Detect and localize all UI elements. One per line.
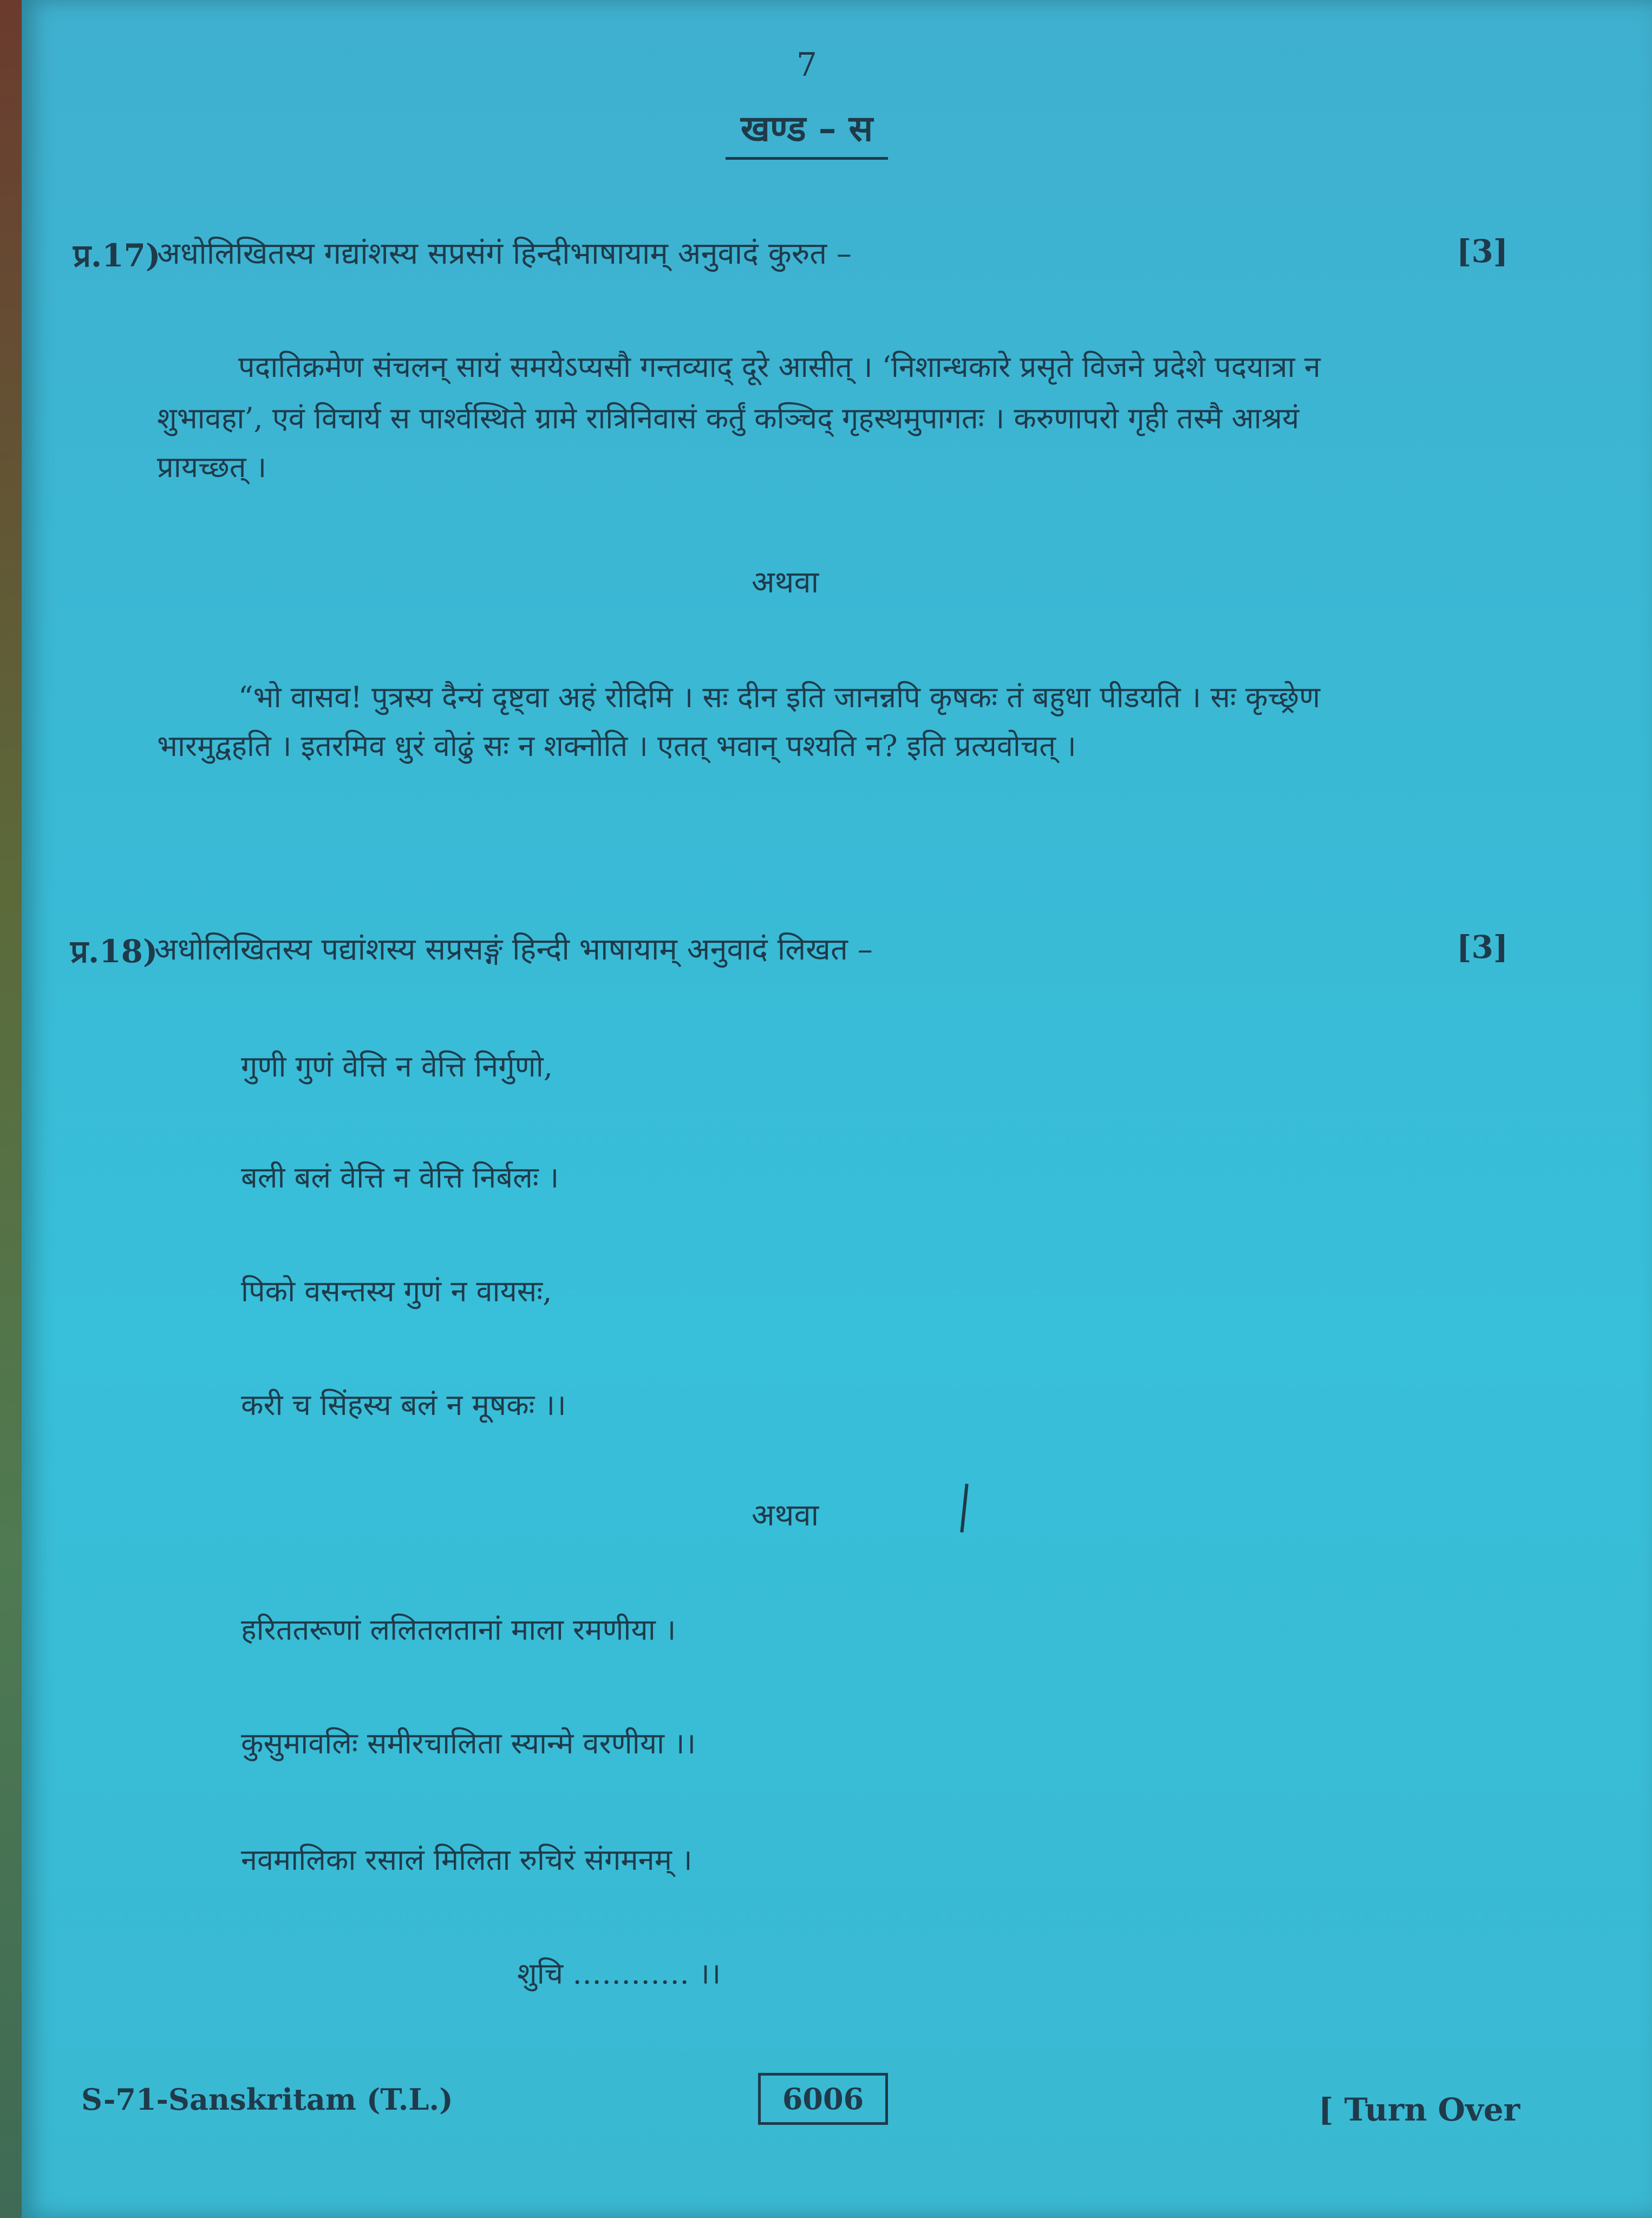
paper-number-box: 6006: [758, 2073, 888, 2125]
question-17-alt-line-2: भारमुद्वहति । इतरमिव धुरं वोढुं सः न शक्नोति । एतत् भवान् पश्यति न? इति प्रत्यवोचत् ।: [157, 729, 1076, 763]
verse-line: बली बलं वेत्ति न वेत्ति निर्बलः ।: [241, 1160, 559, 1195]
page-number: 7: [796, 46, 818, 84]
turn-over-label: [ Turn Over: [1318, 2091, 1520, 2128]
question-17-or-label: अथवा: [751, 565, 819, 600]
alt-verse-line: कुसुमावलिः समीरचालिता स्यान्मे वरणीया ।।: [241, 1726, 696, 1760]
question-17-number: प्र.17): [73, 237, 161, 274]
question-18-instruction: अधोलिखितस्य पद्यांशस्य सप्रसङ्गं हिन्दी भाषायाम् अनुवादं लिखत –: [154, 932, 873, 967]
alt-verse-line: शुचि ………… ।।: [517, 1956, 721, 1991]
section-title: खण्ड – स: [726, 103, 888, 160]
question-17-instruction: अधोलिखितस्य गद्यांशस्य सप्रसंगं हिन्दीभाषायाम् अनुवादं कुरुत –: [157, 236, 852, 271]
question-18-marks: [3]: [1457, 929, 1509, 966]
paper-code: S-71-Sanskritam (T.L.): [81, 2082, 453, 2117]
verse-line: करी च सिंहस्य बलं न मूषकः ।।: [241, 1388, 566, 1422]
question-17-passage-line-1: पदातिक्रमेण संचलन् सायं समयेऽप्यसौ गन्तव्याद् दूरे आसीत् । ‘निशान्धकारे प्रसृते विजने प्रदेशे पदयात्रा न: [238, 350, 1321, 384]
verse-line: पिको वसन्तस्य गुणं न वायसः,: [241, 1274, 552, 1308]
alt-verse-line: हरिततरूणां ललितलतानां माला रमणीया ।: [241, 1613, 676, 1647]
question-17-passage-line-3: प्रायच्छत् ।: [157, 450, 267, 484]
question-17-alt-line-1: “भो वासव! पुत्रस्य दैन्यं दृष्ट्वा अहं रोदिमि । सः दीन इति जानन्नपि कृषकः तं बहुधा पीडयति । सः कृच्छ्रेण: [238, 680, 1321, 714]
question-18-number: प्र.18): [70, 933, 158, 970]
question-17-passage-line-2: शुभावहा’, एवं विचार्य स पार्श्वस्थिते ग्रामे रात्रिनिवासं कर्तुं कञ्चिद् गृहस्थमुपागतः । करुणापरो गृही तस्मै आश्रयं: [157, 401, 1300, 435]
pen-mark: [960, 1484, 968, 1532]
question-17-marks: [3]: [1457, 233, 1509, 270]
alt-verse-line: नवमालिका रसालं मिलिता रुचिरं संगमनम् ।: [241, 1843, 693, 1877]
verse-line: गुणी गुणं वेत्ति न वेत्ति निर्गुणो,: [241, 1049, 553, 1084]
question-18-or-label: अथवा: [751, 1498, 819, 1533]
exam-paper-page: [22, 0, 1652, 2218]
